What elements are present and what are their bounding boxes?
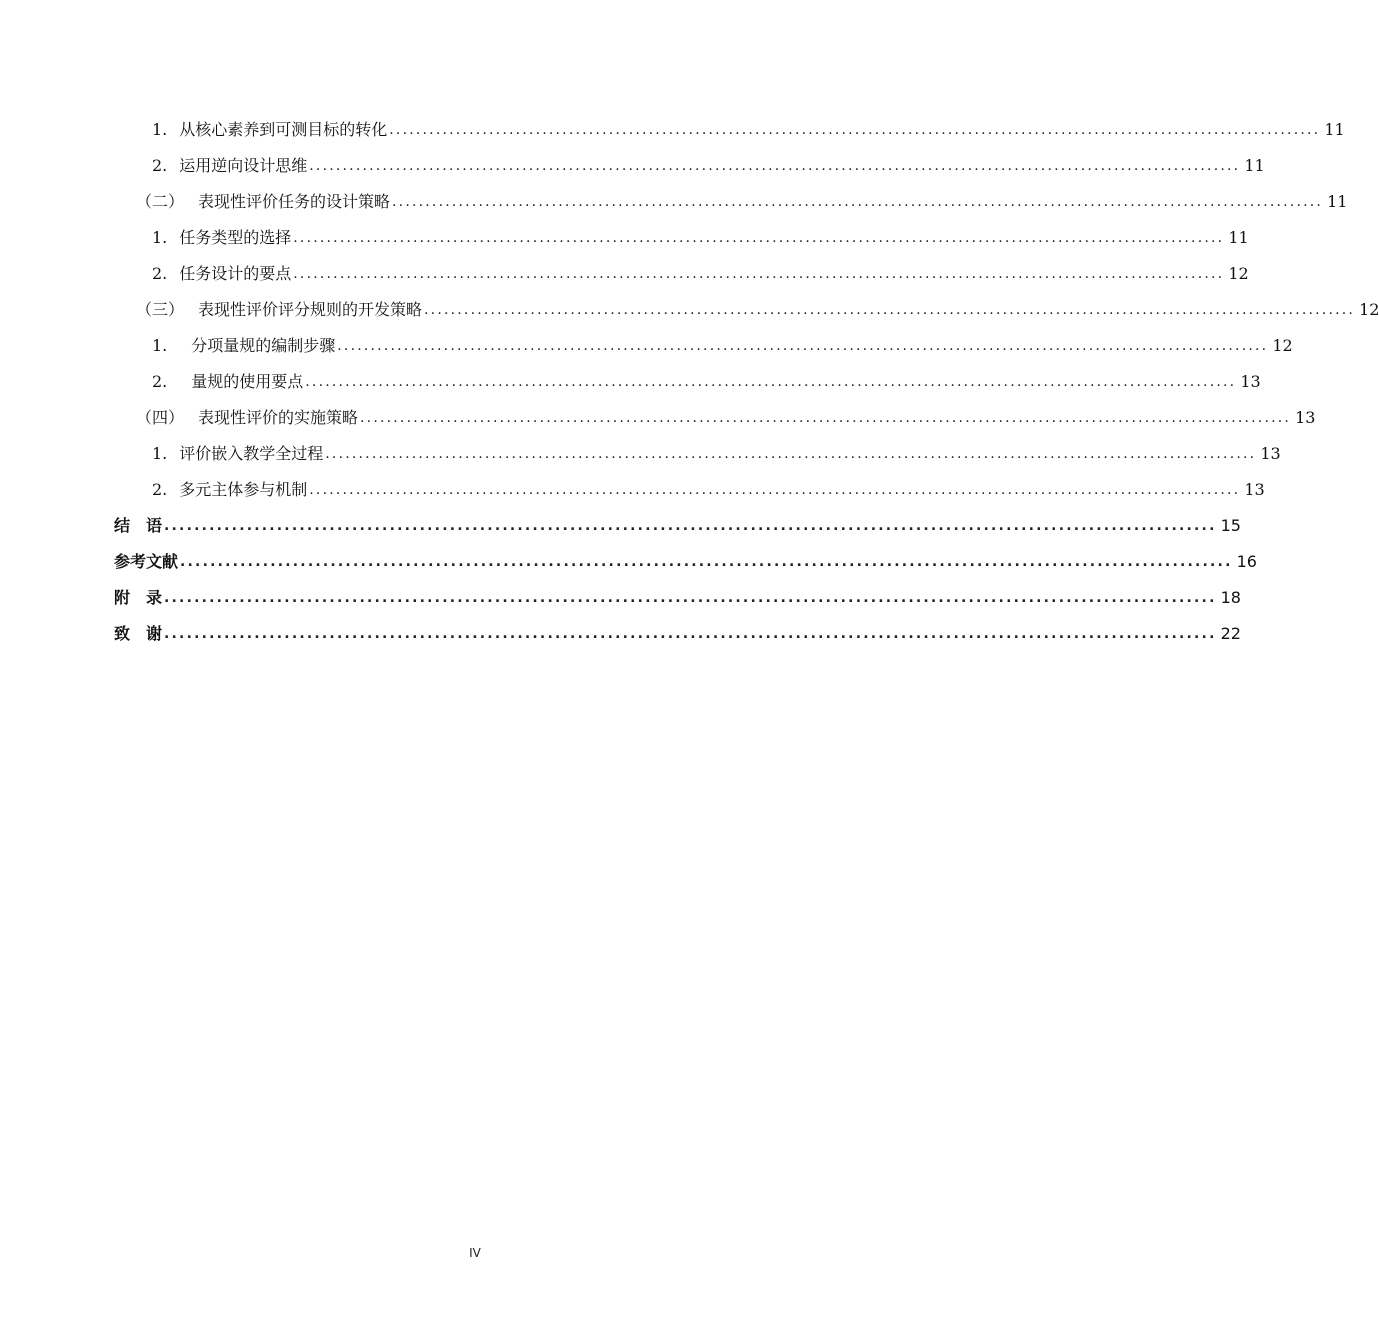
toc-entry[interactable] bbox=[152, 146, 1265, 176]
toc-leader-dots: ............................................................................................................................................ bbox=[337, 338, 1269, 354]
toc-entry-title: 表现性评价的实施策略 bbox=[198, 408, 359, 427]
toc-entry-title: 任务类型的选择 bbox=[179, 228, 292, 247]
toc-leader-dots: ............................................................................................................................................ bbox=[325, 446, 1257, 462]
toc-leader-dots: ............................................................................................................................................ bbox=[293, 266, 1225, 282]
toc-entry-page: 12 bbox=[1228, 264, 1249, 283]
toc-entry-number: 1. bbox=[152, 120, 168, 139]
toc-entry-title: 从核心素养到可测目标的转化 bbox=[179, 120, 388, 139]
toc-entry-number: 1. bbox=[152, 444, 168, 463]
toc-leader-dots: ............................................................................................................................................ bbox=[305, 374, 1237, 390]
toc-leader-dots: ............................................................................................................................................ bbox=[309, 482, 1241, 498]
toc-entry-title: 表现性评价任务的设计策略 bbox=[198, 192, 391, 211]
toc-entry-references[interactable] bbox=[114, 542, 1257, 572]
toc-entry-title: 任务设计的要点 bbox=[179, 264, 292, 283]
toc-entry-page: 22 bbox=[1220, 624, 1241, 643]
toc-entry-title: 参考文献 bbox=[114, 552, 179, 571]
toc-entry-number: 2. bbox=[152, 480, 168, 499]
toc-entry[interactable] bbox=[152, 326, 1293, 356]
toc-entry-title: 结 语 bbox=[114, 516, 163, 535]
toc-entry[interactable] bbox=[136, 290, 1379, 320]
toc-entry-title: 致 谢 bbox=[114, 624, 163, 643]
toc-entry[interactable] bbox=[152, 218, 1249, 248]
toc-leader-dots: ............................................................................................................................................ bbox=[164, 590, 1217, 606]
toc-entry-title: 量规的使用要点 bbox=[191, 372, 304, 391]
toc-leader-dots: ............................................................................................................................................ bbox=[164, 518, 1217, 534]
toc-leader-dots: ............................................................................................................................................ bbox=[424, 302, 1356, 318]
toc-entry-page: 15 bbox=[1220, 516, 1241, 535]
toc-leader-dots: ............................................................................................................................................ bbox=[180, 554, 1233, 570]
toc-entry-number: 2. bbox=[152, 264, 168, 283]
toc-entry-title: 表现性评价评分规则的开发策略 bbox=[198, 300, 423, 319]
toc-entry[interactable] bbox=[152, 362, 1261, 392]
toc-entry[interactable] bbox=[152, 110, 1345, 140]
toc-entry-page: 11 bbox=[1327, 192, 1348, 211]
toc-entry-page: 12 bbox=[1359, 300, 1379, 319]
toc-leader-dots: ............................................................................................................................................ bbox=[360, 410, 1292, 426]
toc-entry-page: 11 bbox=[1228, 228, 1249, 247]
toc-entry-title: 运用逆向设计思维 bbox=[179, 156, 308, 175]
toc-entry-title: 多元主体参与机制 bbox=[179, 480, 308, 499]
toc-entry-page: 13 bbox=[1244, 480, 1265, 499]
toc-entry[interactable] bbox=[152, 470, 1265, 500]
toc-entry[interactable] bbox=[152, 434, 1281, 464]
toc-entry-page: 16 bbox=[1236, 552, 1257, 571]
toc-entry-page: 11 bbox=[1324, 120, 1345, 139]
toc-entry[interactable] bbox=[136, 182, 1348, 212]
toc-leader-dots: ............................................................................................................................................ bbox=[392, 194, 1324, 210]
toc-entry-number: （四） bbox=[136, 408, 185, 427]
toc-leader-dots: ............................................................................................................................................ bbox=[389, 122, 1321, 138]
toc-entry-number: （二） bbox=[136, 192, 185, 211]
page-number: IV bbox=[469, 1246, 481, 1260]
toc-entry-number: 1. bbox=[152, 228, 168, 247]
toc-entry-page: 18 bbox=[1220, 588, 1241, 607]
toc-entry-number: 2. bbox=[152, 156, 168, 175]
toc-entry-title: 附 录 bbox=[114, 588, 163, 607]
toc-entry-page: 11 bbox=[1244, 156, 1265, 175]
toc-leader-dots: ............................................................................................................................................ bbox=[309, 158, 1241, 174]
toc-entry-appendix[interactable] bbox=[114, 578, 1241, 608]
toc-leader-dots: ............................................................................................................................................ bbox=[164, 626, 1217, 642]
toc-entry-acknowledgements[interactable] bbox=[114, 614, 1241, 644]
toc-entry-number: 1. bbox=[152, 336, 168, 355]
toc-entry-page: 13 bbox=[1260, 444, 1281, 463]
toc-entry[interactable] bbox=[152, 254, 1249, 284]
toc-entry[interactable] bbox=[136, 398, 1316, 428]
toc-entry-title: 评价嵌入教学全过程 bbox=[179, 444, 324, 463]
toc-leader-dots: ............................................................................................................................................ bbox=[293, 230, 1225, 246]
toc-entry-page: 13 bbox=[1240, 372, 1261, 391]
toc-entry-conclusion[interactable] bbox=[114, 506, 1241, 536]
toc-entry-title: 分项量规的编制步骤 bbox=[191, 336, 336, 355]
toc-entry-page: 12 bbox=[1272, 336, 1293, 355]
toc-entry-number: （三） bbox=[136, 300, 185, 319]
toc-entry-page: 13 bbox=[1295, 408, 1316, 427]
toc-entry-number: 2. bbox=[152, 372, 168, 391]
